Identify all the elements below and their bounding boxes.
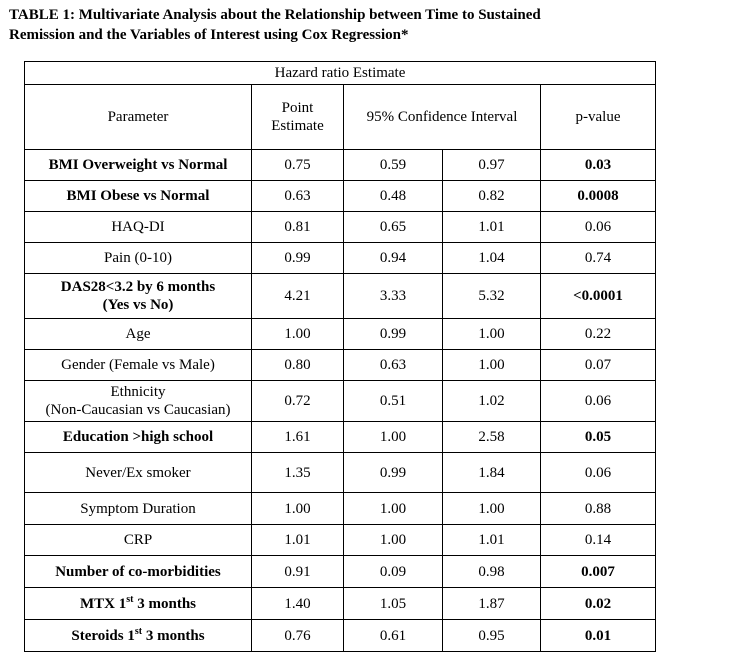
parameter-label: BMI Overweight vs Normal bbox=[48, 157, 228, 173]
parameter-cell bbox=[25, 556, 252, 588]
header-point-estimate bbox=[252, 85, 344, 150]
parameter-label: Symptom Duration bbox=[80, 500, 196, 517]
ci-lower-cell: 0.09 bbox=[344, 556, 443, 588]
parameter-label: Education >high school bbox=[62, 429, 214, 445]
point-estimate-cell: 4.21 bbox=[252, 274, 344, 319]
ci-lower-cell: 0.51 bbox=[344, 381, 443, 422]
ci-upper-cell: 1.00 bbox=[443, 493, 541, 525]
p-value-cell: 0.05 bbox=[541, 422, 656, 453]
ci-lower-cell: 1.00 bbox=[344, 422, 443, 453]
table-row bbox=[25, 350, 656, 381]
ci-lower-cell: 1.05 bbox=[344, 588, 443, 620]
ci-upper-cell: 1.87 bbox=[443, 588, 541, 620]
p-value-cell: 0.88 bbox=[541, 493, 656, 525]
header-p-value: p-value bbox=[541, 85, 656, 150]
table-row bbox=[25, 588, 656, 620]
parameter-cell bbox=[25, 525, 252, 556]
ci-upper-cell: 0.82 bbox=[443, 181, 541, 212]
ci-upper-cell: 0.95 bbox=[443, 620, 541, 652]
ci-upper-cell: 1.04 bbox=[443, 243, 541, 274]
ci-lower-cell: 0.59 bbox=[344, 150, 443, 181]
point-estimate-cell: 0.99 bbox=[252, 243, 344, 274]
parameter-label: BMI Obese vs Normal bbox=[66, 188, 210, 204]
parameter-label-tail: 3 months bbox=[133, 595, 196, 612]
point-estimate-cell: 1.40 bbox=[252, 588, 344, 620]
point-estimate-cell: 1.00 bbox=[252, 493, 344, 525]
p-value-cell: 0.03 bbox=[541, 150, 656, 181]
parameter-label: Pain (0-10) bbox=[104, 250, 172, 266]
table-row bbox=[25, 525, 656, 556]
ci-upper-cell: 5.32 bbox=[443, 274, 541, 319]
parameter-cell bbox=[25, 422, 252, 453]
parameter-cell bbox=[25, 350, 252, 381]
parameter-label: Age bbox=[125, 326, 151, 342]
p-value-cell: 0.14 bbox=[541, 525, 656, 556]
parameter-cell bbox=[25, 150, 252, 181]
header-point-estimate-line-1: Point bbox=[281, 100, 314, 116]
table-row bbox=[25, 620, 656, 652]
table-row bbox=[25, 243, 656, 274]
group-header-row bbox=[25, 62, 656, 85]
ci-upper-cell: 2.58 bbox=[443, 422, 541, 453]
header-confidence-interval: 95% Confidence Interval bbox=[344, 85, 541, 150]
table-row bbox=[25, 381, 656, 422]
parameter-label: MTX 1 bbox=[80, 595, 127, 612]
table-row bbox=[25, 319, 656, 350]
caption-line-2: Remission and the Variables of Interest using Cox Regression* bbox=[9, 27, 409, 43]
point-estimate-cell: 1.35 bbox=[252, 453, 344, 493]
ci-upper-cell: 1.84 bbox=[443, 453, 541, 493]
point-estimate-cell: 0.80 bbox=[252, 350, 344, 381]
parameter-label: HAQ-DI bbox=[111, 219, 165, 235]
p-value-cell: 0.06 bbox=[541, 212, 656, 243]
parameter-label: Gender (Female vs Male) bbox=[61, 357, 215, 373]
point-estimate-cell: 1.00 bbox=[252, 319, 344, 350]
parameter-cell bbox=[25, 181, 252, 212]
parameter-cell bbox=[25, 319, 252, 350]
header-point-estimate-line-2: Estimate bbox=[271, 118, 324, 134]
parameter-cell bbox=[25, 212, 252, 243]
ci-lower-cell: 3.33 bbox=[344, 274, 443, 319]
table-row bbox=[25, 212, 656, 243]
hazard-ratio-table bbox=[24, 61, 656, 652]
point-estimate-cell: 0.91 bbox=[252, 556, 344, 588]
ci-upper-cell: 0.97 bbox=[443, 150, 541, 181]
group-header-cell: Hazard ratio Estimate bbox=[25, 62, 656, 85]
parameter-label-line-2: (Yes vs No) bbox=[102, 297, 174, 313]
parameter-cell bbox=[25, 274, 252, 319]
point-estimate-cell: 1.61 bbox=[252, 422, 344, 453]
ci-lower-cell: 0.99 bbox=[344, 453, 443, 493]
point-estimate-cell: 0.72 bbox=[252, 381, 344, 422]
caption-line-1: TABLE 1: Multivariate Analysis about the Relationship between Time to Sustained bbox=[9, 7, 541, 23]
p-value-cell: 0.02 bbox=[541, 588, 656, 620]
ci-upper-cell: 1.01 bbox=[443, 212, 541, 243]
ci-lower-cell: 1.00 bbox=[344, 493, 443, 525]
p-value-cell: 0.06 bbox=[541, 453, 656, 493]
parameter-label: Steroids 1 bbox=[71, 627, 135, 644]
ci-lower-cell: 0.94 bbox=[344, 243, 443, 274]
ci-lower-cell: 0.63 bbox=[344, 350, 443, 381]
p-value-cell: 0.007 bbox=[541, 556, 656, 588]
point-estimate-cell: 0.75 bbox=[252, 150, 344, 181]
ci-upper-cell: 1.01 bbox=[443, 525, 541, 556]
p-value-cell: 0.07 bbox=[541, 350, 656, 381]
point-estimate-cell: 0.76 bbox=[252, 620, 344, 652]
table-row bbox=[25, 422, 656, 453]
parameter-cell bbox=[25, 493, 252, 525]
ci-lower-cell: 1.00 bbox=[344, 525, 443, 556]
point-estimate-cell: 1.01 bbox=[252, 525, 344, 556]
ci-upper-cell: 1.02 bbox=[443, 381, 541, 422]
p-value-cell: 0.06 bbox=[541, 381, 656, 422]
ci-upper-cell: 0.98 bbox=[443, 556, 541, 588]
parameter-cell bbox=[25, 588, 252, 620]
parameter-cell bbox=[25, 620, 252, 652]
table-row bbox=[25, 453, 656, 493]
p-value-cell: 0.22 bbox=[541, 319, 656, 350]
parameter-cell bbox=[25, 243, 252, 274]
parameter-label: Number of co-morbidities bbox=[55, 563, 221, 580]
parameter-label: Never/Ex smoker bbox=[85, 464, 191, 481]
parameter-label: DAS28<3.2 by 6 months bbox=[60, 279, 216, 295]
parameter-cell bbox=[25, 381, 252, 422]
ci-lower-cell: 0.99 bbox=[344, 319, 443, 350]
ci-upper-cell: 1.00 bbox=[443, 350, 541, 381]
ci-lower-cell: 0.48 bbox=[344, 181, 443, 212]
table-row bbox=[25, 493, 656, 525]
table-caption bbox=[9, 5, 729, 45]
p-value-cell: 0.0008 bbox=[541, 181, 656, 212]
point-estimate-cell: 0.63 bbox=[252, 181, 344, 212]
parameter-label-superscript: st bbox=[134, 625, 143, 637]
table-row bbox=[25, 181, 656, 212]
table-row bbox=[25, 150, 656, 181]
p-value-cell: 0.74 bbox=[541, 243, 656, 274]
p-value-cell: <0.0001 bbox=[541, 274, 656, 319]
ci-lower-cell: 0.65 bbox=[344, 212, 443, 243]
ci-lower-cell: 0.61 bbox=[344, 620, 443, 652]
p-value-cell: 0.01 bbox=[541, 620, 656, 652]
parameter-label: CRP bbox=[123, 532, 153, 548]
parameter-label-tail: 3 months bbox=[142, 627, 205, 644]
ci-upper-cell: 1.00 bbox=[443, 319, 541, 350]
parameter-label-line-2: (Non-Caucasian vs Caucasian) bbox=[45, 402, 231, 418]
parameter-label: Ethnicity bbox=[110, 384, 166, 400]
point-estimate-cell: 0.81 bbox=[252, 212, 344, 243]
table-row bbox=[25, 556, 656, 588]
header-parameter: Parameter bbox=[25, 85, 252, 150]
parameter-cell bbox=[25, 453, 252, 493]
parameter-label-superscript: st bbox=[126, 593, 134, 605]
table-row bbox=[25, 274, 656, 319]
column-header-row bbox=[25, 85, 656, 150]
